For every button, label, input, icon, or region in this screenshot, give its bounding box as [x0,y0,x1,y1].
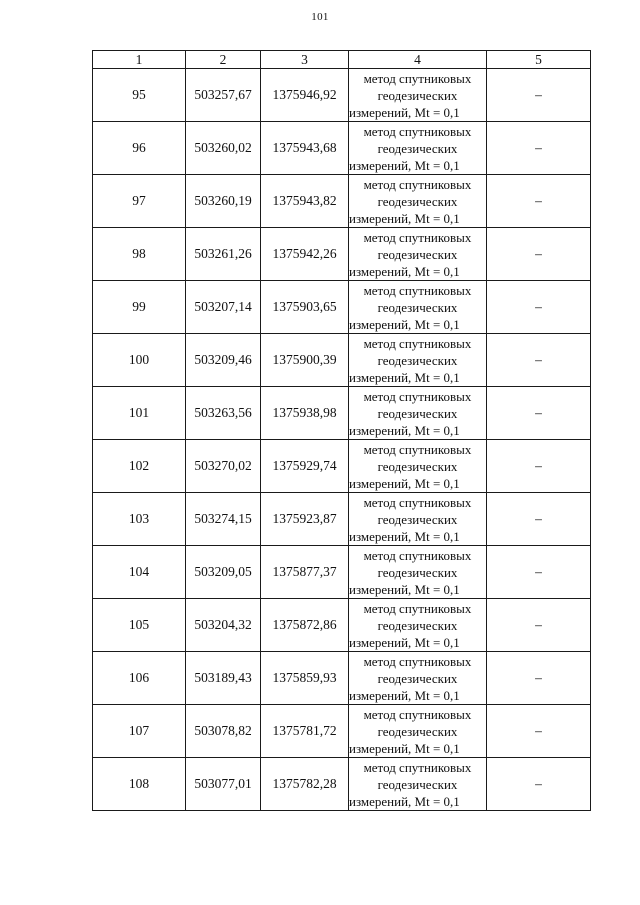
method-text-line: метод спутниковых [363,441,472,457]
table-body [93,69,591,811]
column-5-cell: – [487,599,591,652]
column-5-cell: – [487,758,591,811]
method-text-line: метод спутниковых [363,600,472,616]
table-row [93,440,591,493]
point-number-cell: 106 [93,652,186,705]
method-cell [349,122,487,175]
column-header-4: 4 [349,51,487,69]
column-5-cell: – [487,387,591,440]
method-cell [349,705,487,758]
x-coordinate-cell: 503260,19 [186,175,261,228]
table-row [93,546,591,599]
point-number-cell: 100 [93,334,186,387]
table-row [93,652,591,705]
method-text-line: метод спутниковых [363,653,472,669]
column-5-cell: – [487,175,591,228]
point-number-cell: 104 [93,546,186,599]
method-text-line: измерений, Mt = 0,1 [349,422,460,438]
y-coordinate-cell: 1375900,39 [261,334,349,387]
method-text-line: измерений, Mt = 0,1 [349,528,460,544]
method-text-line: метод спутниковых [363,706,472,722]
method-text-line: геодезических [377,193,458,209]
method-text-line: геодезических [377,352,458,368]
x-coordinate-cell: 503263,56 [186,387,261,440]
method-text-line: измерений, Mt = 0,1 [349,634,460,650]
method-text-line: геодезических [377,299,458,315]
column-header-1: 1 [93,51,186,69]
point-number-cell: 101 [93,387,186,440]
y-coordinate-cell: 1375942,26 [261,228,349,281]
column-5-cell: – [487,440,591,493]
point-number-cell: 105 [93,599,186,652]
table-row [93,334,591,387]
column-5-cell: – [487,69,591,122]
method-text-line: метод спутниковых [363,759,472,775]
table-row [93,758,591,811]
x-coordinate-cell: 503257,67 [186,69,261,122]
method-cell [349,758,487,811]
y-coordinate-cell: 1375782,28 [261,758,349,811]
method-text-line: метод спутниковых [363,388,472,404]
method-cell [349,652,487,705]
point-number-cell: 103 [93,493,186,546]
method-cell [349,175,487,228]
table-row [93,705,591,758]
method-text-line: геодезических [377,776,458,792]
x-coordinate-cell: 503204,32 [186,599,261,652]
column-5-cell: – [487,281,591,334]
y-coordinate-cell: 1375859,93 [261,652,349,705]
table-row [93,122,591,175]
point-number-cell: 96 [93,122,186,175]
method-text-line: геодезических [377,564,458,580]
table-row [93,387,591,440]
point-number-cell: 99 [93,281,186,334]
method-text-line: измерений, Mt = 0,1 [349,793,460,809]
x-coordinate-cell: 503270,02 [186,440,261,493]
method-text-line: измерений, Mt = 0,1 [349,263,460,279]
method-text-line: измерений, Mt = 0,1 [349,157,460,173]
x-coordinate-cell: 503274,15 [186,493,261,546]
y-coordinate-cell: 1375781,72 [261,705,349,758]
method-text-line: геодезических [377,140,458,156]
method-cell [349,387,487,440]
column-5-cell: – [487,493,591,546]
method-text-line: измерений, Mt = 0,1 [349,210,460,226]
method-text-line: измерений, Mt = 0,1 [349,581,460,597]
method-text-line: измерений, Mt = 0,1 [349,316,460,332]
column-header-3: 3 [261,51,349,69]
y-coordinate-cell: 1375872,86 [261,599,349,652]
method-text-line: измерений, Mt = 0,1 [349,475,460,491]
column-5-cell: – [487,334,591,387]
x-coordinate-cell: 503209,46 [186,334,261,387]
method-text-line: измерений, Mt = 0,1 [349,687,460,703]
method-cell [349,228,487,281]
x-coordinate-cell: 503261,26 [186,228,261,281]
method-text-line: метод спутниковых [363,547,472,563]
coordinates-table [92,50,591,811]
y-coordinate-cell: 1375903,65 [261,281,349,334]
page-number: 101 [311,11,329,23]
y-coordinate-cell: 1375943,82 [261,175,349,228]
method-text-line: измерений, Mt = 0,1 [349,369,460,385]
method-text-line: геодезических [377,723,458,739]
method-cell [349,334,487,387]
method-text-line: метод спутниковых [363,70,472,86]
y-coordinate-cell: 1375923,87 [261,493,349,546]
method-text-line: метод спутниковых [363,229,472,245]
x-coordinate-cell: 503077,01 [186,758,261,811]
method-text-line: метод спутниковых [363,282,472,298]
column-5-cell: – [487,652,591,705]
column-5-cell: – [487,122,591,175]
x-coordinate-cell: 503260,02 [186,122,261,175]
table-row [93,69,591,122]
column-5-cell: – [487,228,591,281]
y-coordinate-cell: 1375938,98 [261,387,349,440]
column-header-5: 5 [487,51,591,69]
table-row [93,493,591,546]
method-text-line: геодезических [377,246,458,262]
y-coordinate-cell: 1375929,74 [261,440,349,493]
method-text-line: геодезических [377,405,458,421]
header-row [93,51,591,69]
method-cell [349,281,487,334]
method-cell [349,69,487,122]
method-cell [349,493,487,546]
table-row [93,281,591,334]
x-coordinate-cell: 503189,43 [186,652,261,705]
method-text-line: метод спутниковых [363,494,472,510]
column-header-2: 2 [186,51,261,69]
method-text-line: геодезических [377,617,458,633]
y-coordinate-cell: 1375943,68 [261,122,349,175]
method-text-line: измерений, Mt = 0,1 [349,740,460,756]
y-coordinate-cell: 1375946,92 [261,69,349,122]
point-number-cell: 98 [93,228,186,281]
method-text-line: метод спутниковых [363,176,472,192]
x-coordinate-cell: 503078,82 [186,705,261,758]
method-text-line: метод спутниковых [363,123,472,139]
table-header [93,51,591,69]
method-text-line: геодезических [377,670,458,686]
column-5-cell: – [487,546,591,599]
point-number-cell: 102 [93,440,186,493]
point-number-cell: 95 [93,69,186,122]
table-row [93,175,591,228]
point-number-cell: 108 [93,758,186,811]
method-text-line: метод спутниковых [363,335,472,351]
method-text-line: геодезических [377,511,458,527]
method-cell [349,599,487,652]
y-coordinate-cell: 1375877,37 [261,546,349,599]
column-5-cell: – [487,705,591,758]
point-number-cell: 107 [93,705,186,758]
method-cell [349,546,487,599]
x-coordinate-cell: 503207,14 [186,281,261,334]
table-row [93,228,591,281]
point-number-cell: 97 [93,175,186,228]
method-text-line: геодезических [377,458,458,474]
table-row [93,599,591,652]
x-coordinate-cell: 503209,05 [186,546,261,599]
method-text-line: геодезических [377,87,458,103]
method-cell [349,440,487,493]
method-text-line: измерений, Mt = 0,1 [349,104,460,120]
